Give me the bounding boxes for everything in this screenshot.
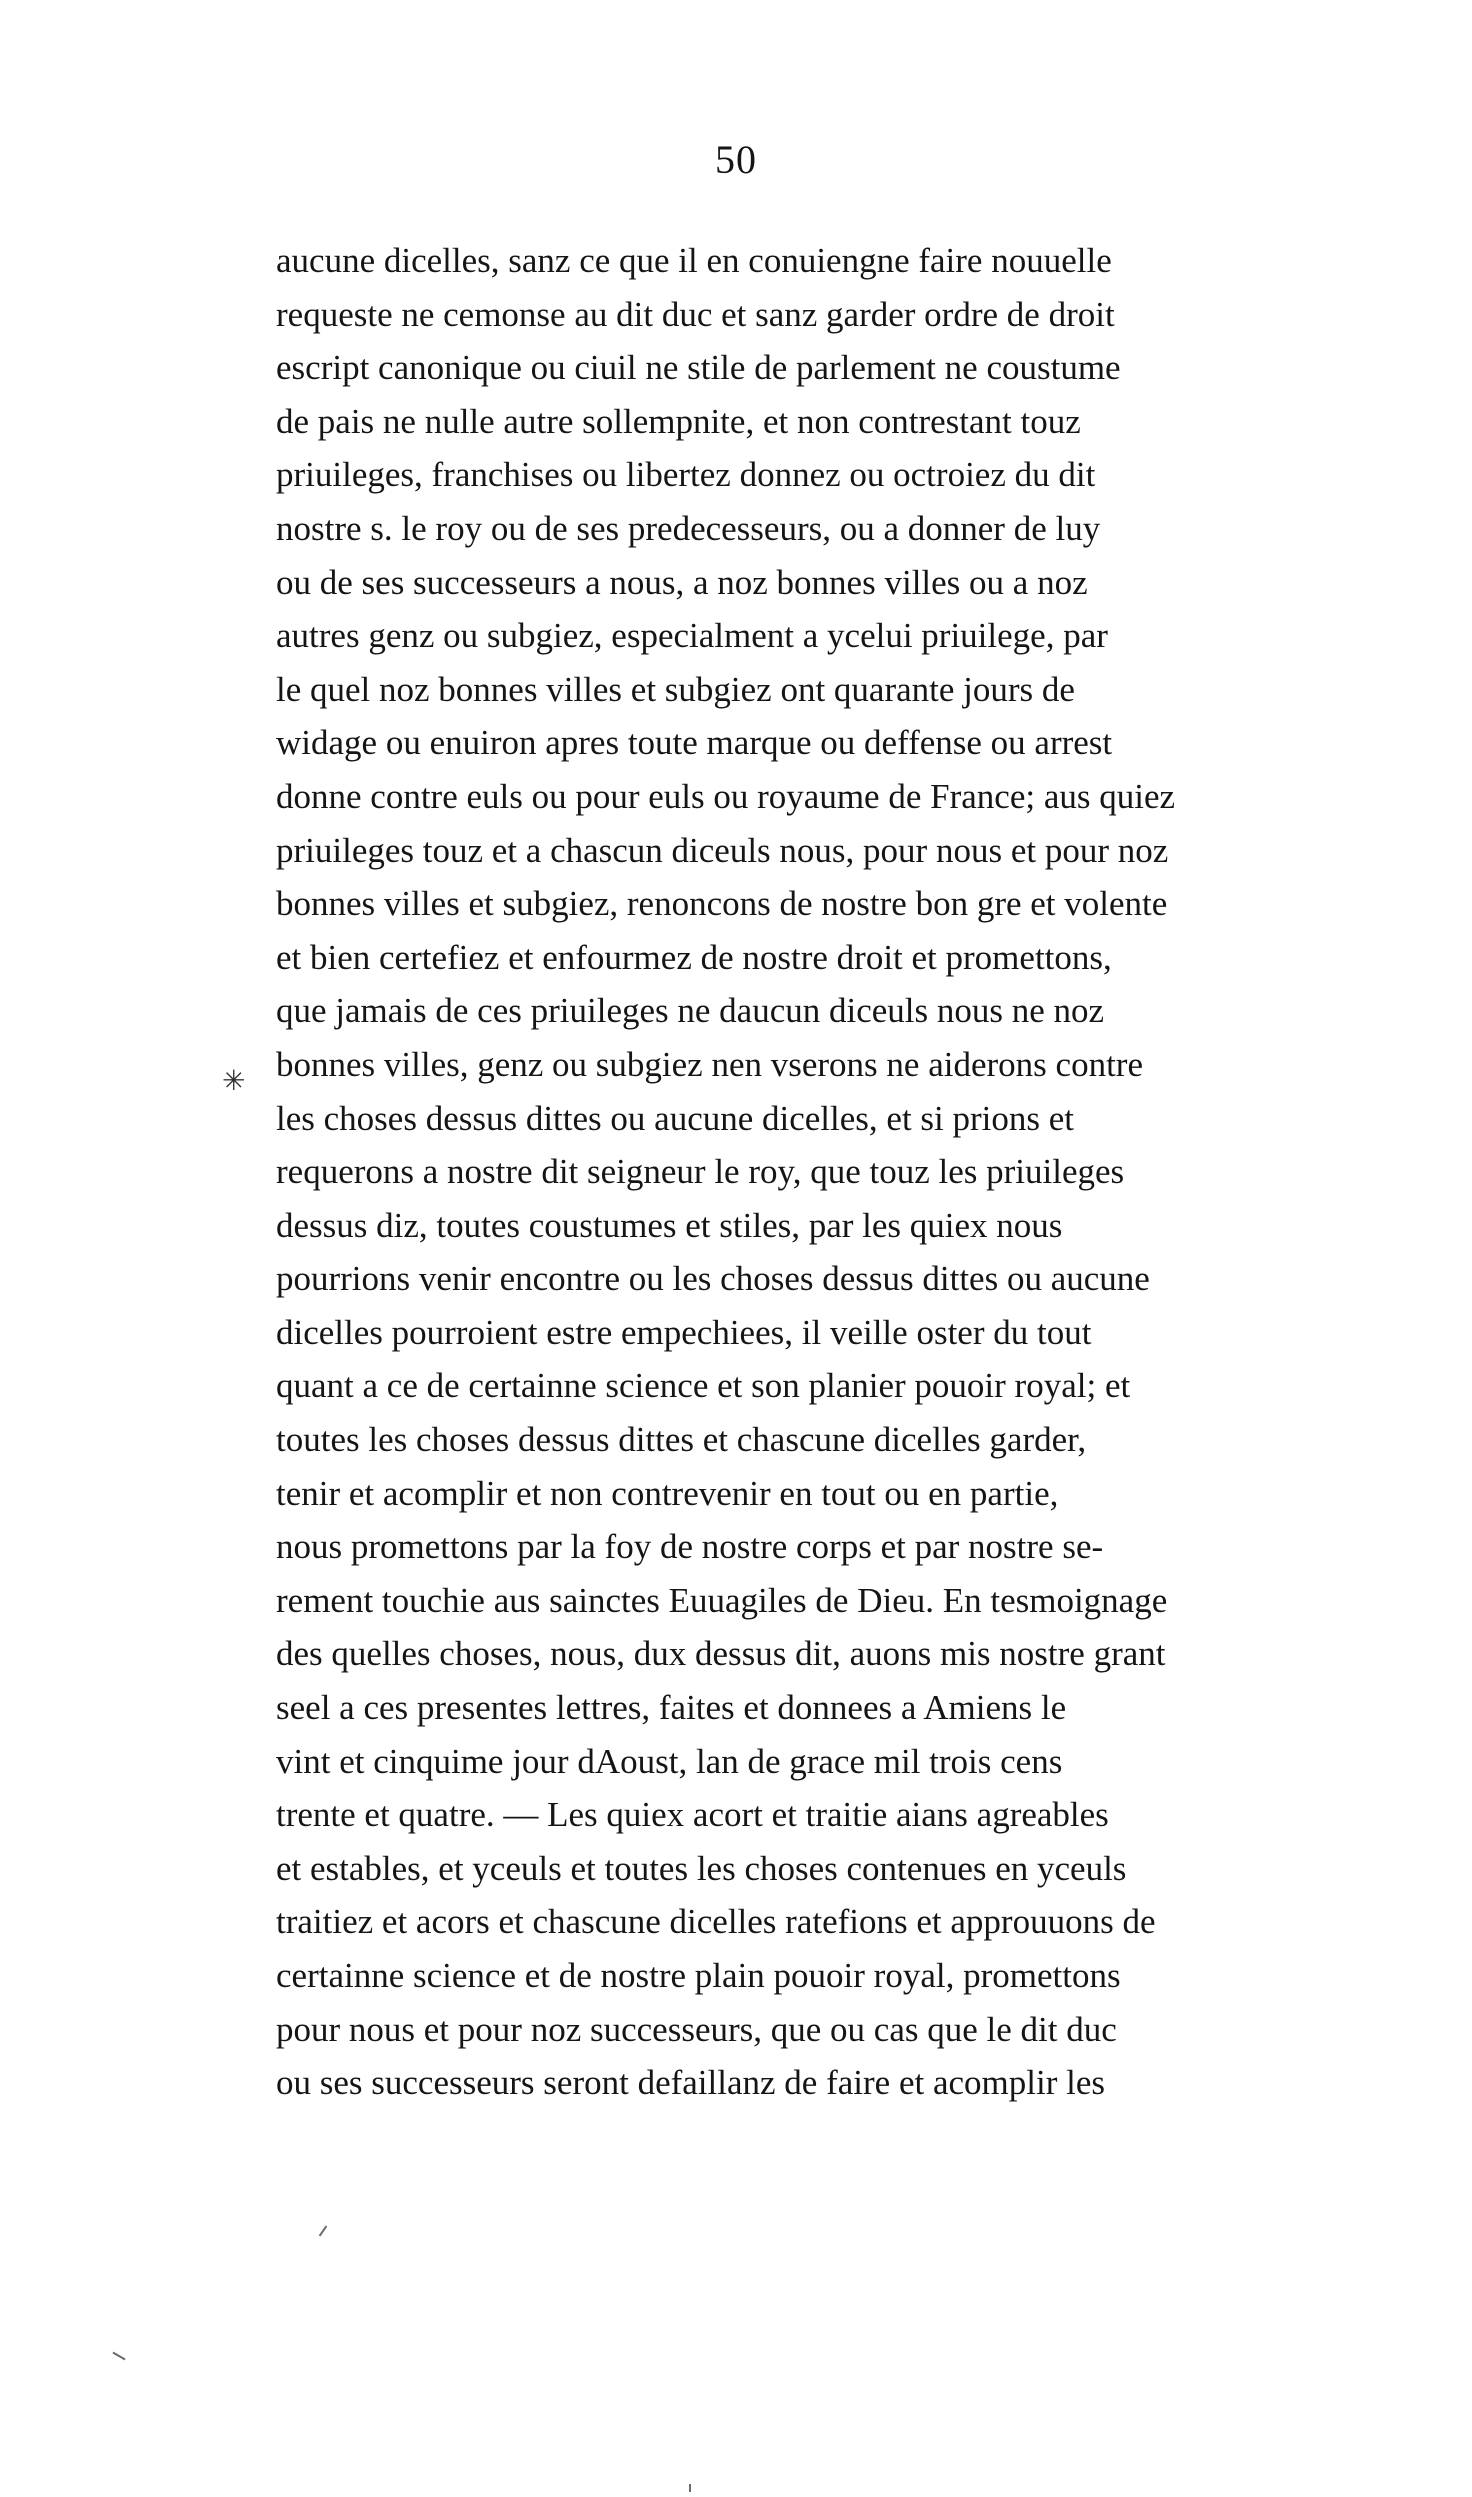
text-line: nostre s. le roy ou de ses predecesseurs, ou a donner de luy	[276, 508, 1101, 548]
text-line: des quelles choses, nous, dux dessus dit, auons mis nostre grant	[276, 1634, 1166, 1674]
margin-mark: ✳	[222, 1066, 246, 1097]
text-line: dicelles pourroient estre empechiees, il veille oster du tout	[276, 1312, 1092, 1352]
text-line: bonnes villes, genz ou subgiez nen vserons ne aiderons contre	[276, 1044, 1143, 1084]
text-line: escript canonique ou ciuil ne stile de parlement ne coustume	[276, 348, 1121, 388]
page-number: 50	[715, 137, 757, 182]
body-text	[276, 234, 1294, 2110]
text-line: que jamais de ces priuileges ne daucun diceuls nous ne noz	[276, 991, 1105, 1031]
text-line: de pais ne nulle autre sollempnite, et non contrestant touz	[276, 401, 1081, 441]
text-line: priuileges, franchises ou libertez donnez ou octroiez du dit	[276, 455, 1096, 495]
text-line: pour nous et pour noz successeurs, que ou cas que le dit duc	[276, 2009, 1117, 2049]
text-line: donne contre euls ou pour euls ou royaume de France; aus quiez	[276, 776, 1176, 816]
text-line: requeste ne cemonse au dit duc et sanz garder ordre de droit	[276, 294, 1115, 334]
text-line: dessus diz, toutes coustumes et stiles, par les quiex nous	[276, 1205, 1063, 1245]
text-line: nous promettons par la foy de nostre corps et par nostre se-	[276, 1527, 1104, 1567]
text-line: traitiez et acors et chascune dicelles ratefions et approuuons de	[276, 1902, 1156, 1942]
scan-speck	[319, 2226, 328, 2237]
text-line: ou ses successeurs seront defaillanz de faire et acomplir les	[276, 2063, 1105, 2103]
text-line: quant a ce de certainne science et son planier pouoir royal; et	[276, 1366, 1131, 1406]
text-line: les choses dessus dittes ou aucune dicelles, et si prions et	[276, 1098, 1075, 1138]
text-line: rement touchie aus sainctes Euuagiles de Dieu. En tesmoignage	[276, 1580, 1168, 1620]
text-line: seel a ces presentes lettres, faites et donnees a Amiens le	[276, 1688, 1067, 1728]
text-line: pourrions venir encontre ou les choses dessus dittes ou aucune	[276, 1259, 1150, 1299]
text-line: bonnes villes et subgiez, renoncons de nostre bon gre et volente	[276, 884, 1168, 924]
text-line: autres genz ou subgiez, especialment a ycelui priuilege, par	[276, 616, 1108, 656]
text-line: le quel noz bonnes villes et subgiez ont quarante jours de	[276, 669, 1075, 709]
text-line: priuileges touz et a chascun diceuls nous, pour nous et pour noz	[276, 830, 1169, 870]
text-line: tenir et acomplir et non contrevenir en tout ou en partie,	[276, 1473, 1059, 1513]
text-line: trente et quatre. — Les quiex acort et traitie aians agreables	[276, 1795, 1109, 1835]
text-line: widage ou enuiron apres toute marque ou deffense ou arrest	[276, 723, 1113, 763]
text-line: ou de ses successeurs a nous, a noz bonnes villes ou a noz	[276, 562, 1088, 602]
text-line: et bien certefiez et enfourmez de nostre droit et promettons,	[276, 937, 1112, 977]
text-line: aucune dicelles, sanz ce que il en conuiengne faire nouuelle	[276, 241, 1112, 280]
text-line: certainne science et de nostre plain pouoir royal, promettons	[276, 1956, 1121, 1995]
text-line: toutes les choses dessus dittes et chascune dicelles garder,	[276, 1420, 1087, 1460]
scan-speck	[689, 2484, 691, 2492]
text-line: requerons a nostre dit seigneur le roy, que touz les priuileges	[276, 1152, 1125, 1192]
text-line: et estables, et yceuls et toutes les choses contenues en yceuls	[276, 1848, 1127, 1888]
text-line: vint et cinquime jour dAoust, lan de grace mil trois cens	[276, 1741, 1063, 1781]
scan-speck	[112, 2352, 125, 2361]
